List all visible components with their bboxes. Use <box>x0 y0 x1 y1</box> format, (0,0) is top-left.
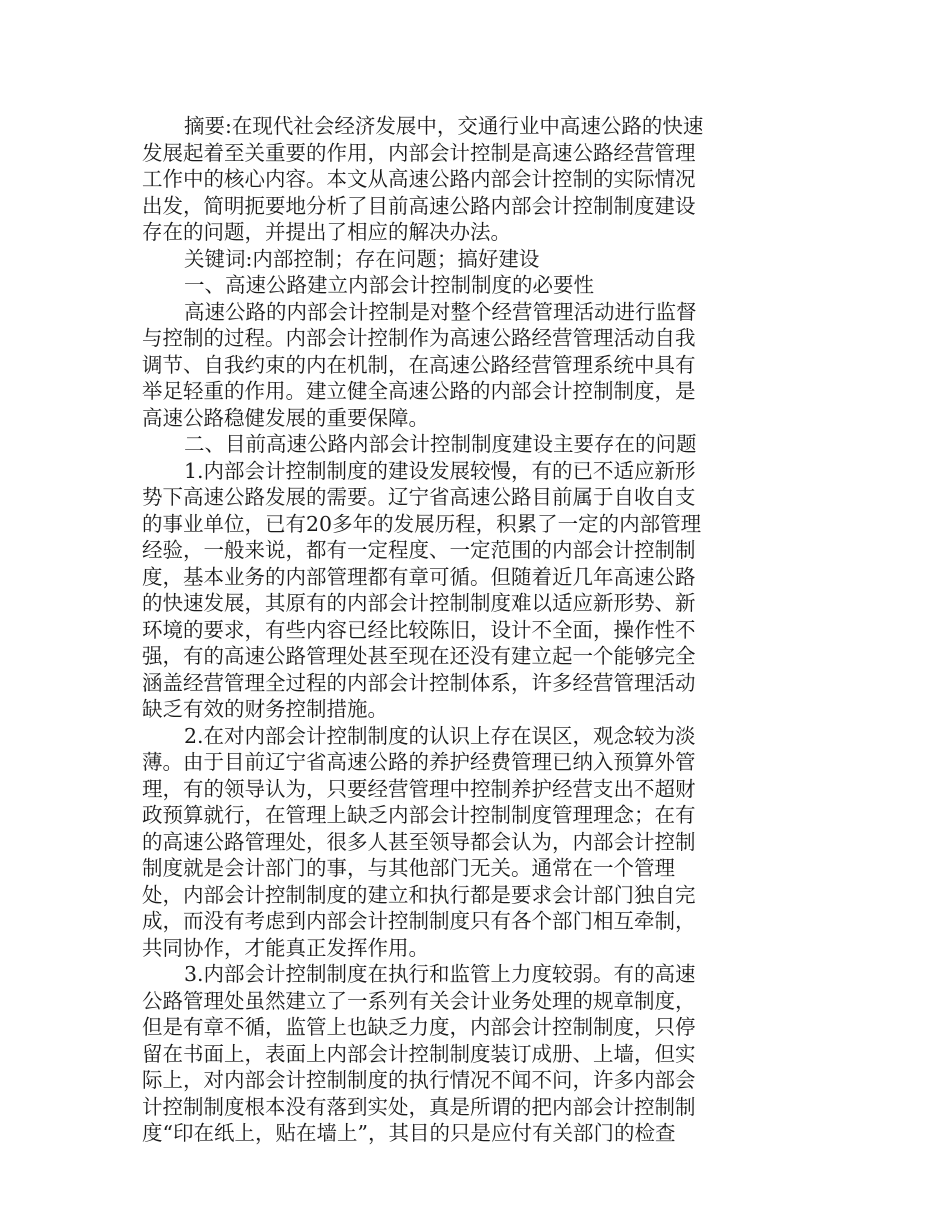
paragraph-point-1 <box>142 458 742 723</box>
paragraph-heading-1 <box>142 272 742 299</box>
text-line: 环境的要求，有些内容已经比较陈旧，设计不全面，操作性不 <box>142 617 696 642</box>
text-line: 的快速发展，其原有的内部会计控制制度难以适应新形势、新 <box>142 591 696 615</box>
text-line: 调节、自我约束的内在机制，在高速公路经营管理系统中具有 <box>142 352 696 377</box>
text-line: 薄。由于目前辽宁省高速公路的养护经费管理已纳入预算外管 <box>142 750 696 774</box>
text-line: 工作中的核心内容。本文从高速公路内部会计控制的实际情况 <box>142 167 696 191</box>
text-line: 一、高速公路建立内部会计控制制度的必要性 <box>184 273 594 297</box>
text-line: 共同协作，才能真正发挥作用。 <box>142 935 429 960</box>
text-line: 缺乏有效的财务控制措施。 <box>142 697 388 721</box>
text-line: 高速公路稳健发展的重要保障。 <box>142 405 429 430</box>
text-line: 出发，简明扼要地分析了目前高速公路内部会计控制制度建设 <box>142 193 696 218</box>
text-line: 处，内部会计控制制度的建立和执行都是要求会计部门独自完 <box>142 882 696 907</box>
text-line: 理，有的领导认为，只要经营管理中控制养护经营支出不超财 <box>142 776 696 801</box>
document-body <box>142 113 742 1147</box>
text-line: 经验，一般来说，都有一定程度、一定范围的内部会计控制制 <box>142 538 696 562</box>
text-line: 1.内部会计控制制度的建设发展较慢，有的已不适应新形 <box>184 458 696 483</box>
text-line: 发展起着至关重要的作用，内部会计控制是高速公路经营管理 <box>142 140 696 165</box>
text-line: 留在书面上，表面上内部会计控制制度装订成册、上墙，但实 <box>142 1041 696 1066</box>
text-line: 度“印在纸上，贴在墙上”，其目的只是应付有关部门的检查 <box>142 1121 676 1145</box>
text-line: 关键词:内部控制；存在问题；搞好建设 <box>184 246 540 271</box>
text-line: 的高速公路管理处，很多人甚至领导都会认为，内部会计控制 <box>142 829 696 854</box>
text-line: 强，有的高速公路管理处甚至现在还没有建立起一个能够完全 <box>142 644 696 668</box>
text-line: 制度就是会计部门的事，与其他部门无关。通常在一个管理 <box>142 856 675 880</box>
text-line: 与控制的过程。内部会计控制作为高速公路经营管理活动自我 <box>142 326 696 350</box>
text-line: 高速公路的内部会计控制是对整个经营管理活动进行监督 <box>184 299 697 324</box>
text-line: 成，而没有考虑到内部会计控制制度只有各个部门相互牵制， <box>142 909 696 933</box>
text-line: 但是有章不循，监管上也缺乏力度，内部会计控制制度，只停 <box>142 1015 696 1039</box>
text-line: 3.内部会计控制制度在执行和监管上力度较弱。有的高速 <box>184 962 696 986</box>
text-line: 际上，对内部会计控制制度的执行情况不闻不问，许多内部会 <box>142 1068 696 1092</box>
text-line: 公路管理处虽然建立了一系列有关会计业务处理的规章制度， <box>142 988 696 1013</box>
paragraph-point-2 <box>142 723 742 962</box>
text-line: 度，基本业务的内部管理都有章可循。但随着近几年高速公路 <box>142 564 696 589</box>
text-line: 二、目前高速公路内部会计控制制度建设主要存在的问题 <box>184 432 697 456</box>
text-line: 举足轻重的作用。建立健全高速公路的内部会计控制制度，是 <box>142 379 696 403</box>
text-line: 摘要:在现代社会经济发展中，交通行业中高速公路的快速 <box>184 114 704 138</box>
text-line: 势下高速公路发展的需要。辽宁省高速公路目前属于自收自支 <box>142 485 696 509</box>
text-line: 涵盖经营管理全过程的内部会计控制体系，许多经营管理活动 <box>142 670 696 695</box>
paragraph-abstract <box>142 113 742 246</box>
text-line: 2.在对内部会计控制制度的认识上存在误区，观念较为淡 <box>184 723 696 748</box>
paragraph-keywords <box>142 246 742 273</box>
text-line: 政预算就行，在管理上缺乏内部会计控制制度管理理念；在有 <box>142 803 696 827</box>
paragraph-point-3 <box>142 961 742 1147</box>
text-line: 的事业单位，已有20多年的发展历程，积累了一定的内部管理 <box>142 511 702 536</box>
paragraph-heading-2 <box>142 431 742 458</box>
text-line: 存在的问题，并提出了相应的解决办法。 <box>142 220 511 244</box>
paragraph-section-1-body <box>142 299 742 432</box>
text-line: 计控制制度根本没有落到实处，真是所谓的把内部会计控制制 <box>142 1094 696 1119</box>
